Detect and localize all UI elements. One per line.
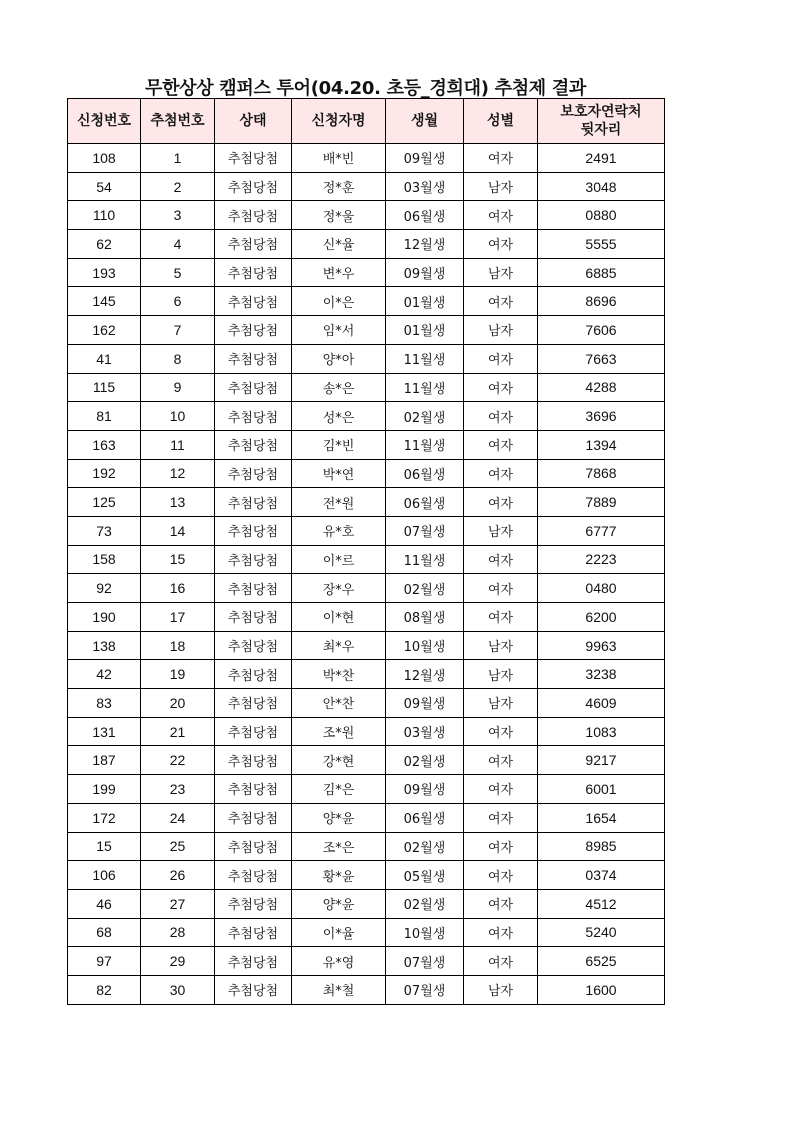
cell-guardian-contact: 6200 — [538, 603, 665, 632]
cell-birth-month: 09월생 — [386, 775, 464, 804]
cell-applicant-name: 이*현 — [292, 603, 386, 632]
cell-birth-month: 11월생 — [386, 373, 464, 402]
cell-guardian-contact: 5555 — [538, 230, 665, 259]
cell-status: 추첨당첨 — [215, 258, 292, 287]
cell-applicant-name: 성*은 — [292, 402, 386, 431]
table-row — [68, 230, 665, 259]
header-birth-month: 생월 — [386, 99, 464, 144]
cell-birth-month: 11월생 — [386, 344, 464, 373]
table-row — [68, 545, 665, 574]
cell-birth-month: 11월생 — [386, 545, 464, 574]
cell-guardian-contact: 7868 — [538, 459, 665, 488]
cell-application-number: 108 — [68, 144, 141, 173]
table-row — [68, 316, 665, 345]
table-row — [68, 488, 665, 517]
cell-status: 추첨당첨 — [215, 947, 292, 976]
cell-birth-month: 02월생 — [386, 574, 464, 603]
cell-gender: 여자 — [464, 459, 538, 488]
cell-applicant-name: 조*은 — [292, 832, 386, 861]
cell-guardian-contact: 3696 — [538, 402, 665, 431]
cell-applicant-name: 양*윤 — [292, 803, 386, 832]
cell-birth-month: 06월생 — [386, 459, 464, 488]
cell-applicant-name: 황*윤 — [292, 861, 386, 890]
cell-status: 추첨당첨 — [215, 660, 292, 689]
cell-draw-number: 13 — [141, 488, 215, 517]
cell-draw-number: 18 — [141, 631, 215, 660]
cell-draw-number: 21 — [141, 717, 215, 746]
table-row — [68, 172, 665, 201]
cell-application-number: 125 — [68, 488, 141, 517]
cell-draw-number: 28 — [141, 918, 215, 947]
cell-guardian-contact: 7889 — [538, 488, 665, 517]
cell-applicant-name: 전*원 — [292, 488, 386, 517]
cell-applicant-name: 최*우 — [292, 631, 386, 660]
cell-guardian-contact: 4512 — [538, 889, 665, 918]
cell-draw-number: 29 — [141, 947, 215, 976]
cell-guardian-contact: 0480 — [538, 574, 665, 603]
cell-applicant-name: 김*빈 — [292, 430, 386, 459]
cell-guardian-contact: 1600 — [538, 975, 665, 1004]
cell-gender: 남자 — [464, 631, 538, 660]
cell-application-number: 54 — [68, 172, 141, 201]
cell-draw-number: 19 — [141, 660, 215, 689]
cell-birth-month: 10월생 — [386, 918, 464, 947]
cell-gender: 남자 — [464, 975, 538, 1004]
cell-draw-number: 25 — [141, 832, 215, 861]
cell-application-number: 172 — [68, 803, 141, 832]
cell-status: 추첨당첨 — [215, 172, 292, 201]
cell-gender: 여자 — [464, 947, 538, 976]
table-row — [68, 574, 665, 603]
cell-gender: 여자 — [464, 144, 538, 173]
cell-birth-month: 02월생 — [386, 746, 464, 775]
cell-birth-month: 09월생 — [386, 144, 464, 173]
cell-status: 추첨당첨 — [215, 574, 292, 603]
cell-birth-month: 11월생 — [386, 430, 464, 459]
cell-applicant-name: 최*철 — [292, 975, 386, 1004]
cell-birth-month: 12월생 — [386, 230, 464, 259]
cell-draw-number: 20 — [141, 689, 215, 718]
cell-status: 추첨당첨 — [215, 746, 292, 775]
cell-status: 추첨당첨 — [215, 545, 292, 574]
cell-draw-number: 27 — [141, 889, 215, 918]
cell-guardian-contact: 6777 — [538, 516, 665, 545]
cell-status: 추첨당첨 — [215, 889, 292, 918]
cell-application-number: 163 — [68, 430, 141, 459]
cell-application-number: 92 — [68, 574, 141, 603]
cell-application-number: 15 — [68, 832, 141, 861]
cell-draw-number: 4 — [141, 230, 215, 259]
cell-status: 추첨당첨 — [215, 975, 292, 1004]
cell-birth-month: 08월생 — [386, 603, 464, 632]
cell-draw-number: 24 — [141, 803, 215, 832]
cell-gender: 여자 — [464, 832, 538, 861]
table-header-row — [68, 99, 665, 144]
cell-status: 추첨당첨 — [215, 344, 292, 373]
cell-application-number: 41 — [68, 344, 141, 373]
cell-status: 추첨당첨 — [215, 689, 292, 718]
page-title: 무한상상 캠퍼스 투어(04.20. 초등_경희대) 추첨제 결과 — [144, 78, 587, 99]
cell-status: 추첨당첨 — [215, 775, 292, 804]
cell-gender: 여자 — [464, 402, 538, 431]
cell-applicant-name: 조*원 — [292, 717, 386, 746]
cell-status: 추첨당첨 — [215, 316, 292, 345]
header-draw-number: 추첨번호 — [141, 99, 215, 144]
table-row — [68, 402, 665, 431]
cell-applicant-name: 양*윤 — [292, 889, 386, 918]
cell-status: 추첨당첨 — [215, 230, 292, 259]
table-row — [68, 889, 665, 918]
cell-guardian-contact: 0880 — [538, 201, 665, 230]
cell-guardian-contact: 9217 — [538, 746, 665, 775]
cell-applicant-name: 정*울 — [292, 201, 386, 230]
cell-draw-number: 16 — [141, 574, 215, 603]
cell-draw-number: 10 — [141, 402, 215, 431]
cell-draw-number: 15 — [141, 545, 215, 574]
cell-birth-month: 02월생 — [386, 889, 464, 918]
cell-status: 추첨당첨 — [215, 918, 292, 947]
cell-birth-month: 03월생 — [386, 717, 464, 746]
table-row — [68, 287, 665, 316]
cell-application-number: 110 — [68, 201, 141, 230]
cell-gender: 여자 — [464, 603, 538, 632]
cell-applicant-name: 정*훈 — [292, 172, 386, 201]
cell-application-number: 83 — [68, 689, 141, 718]
cell-application-number: 138 — [68, 631, 141, 660]
table-row — [68, 144, 665, 173]
cell-gender: 여자 — [464, 430, 538, 459]
cell-gender: 여자 — [464, 775, 538, 804]
table-row — [68, 746, 665, 775]
cell-draw-number: 30 — [141, 975, 215, 1004]
cell-draw-number: 23 — [141, 775, 215, 804]
cell-application-number: 106 — [68, 861, 141, 890]
cell-application-number: 81 — [68, 402, 141, 431]
cell-application-number: 131 — [68, 717, 141, 746]
cell-gender: 여자 — [464, 545, 538, 574]
cell-application-number: 190 — [68, 603, 141, 632]
cell-gender: 남자 — [464, 316, 538, 345]
cell-draw-number: 17 — [141, 603, 215, 632]
cell-application-number: 199 — [68, 775, 141, 804]
cell-status: 추첨당첨 — [215, 402, 292, 431]
cell-guardian-contact: 4288 — [538, 373, 665, 402]
cell-birth-month: 12월생 — [386, 660, 464, 689]
table-row — [68, 430, 665, 459]
cell-guardian-contact: 5240 — [538, 918, 665, 947]
cell-application-number: 192 — [68, 459, 141, 488]
table-body — [68, 144, 665, 1005]
cell-status: 추첨당첨 — [215, 803, 292, 832]
cell-application-number: 162 — [68, 316, 141, 345]
table-row — [68, 803, 665, 832]
table-row — [68, 603, 665, 632]
cell-gender: 여자 — [464, 230, 538, 259]
cell-status: 추첨당첨 — [215, 430, 292, 459]
header-gender: 성별 — [464, 99, 538, 144]
cell-draw-number: 22 — [141, 746, 215, 775]
cell-draw-number: 1 — [141, 144, 215, 173]
cell-status: 추첨당첨 — [215, 488, 292, 517]
cell-status: 추첨당첨 — [215, 516, 292, 545]
table-row — [68, 660, 665, 689]
cell-gender: 남자 — [464, 172, 538, 201]
cell-draw-number: 6 — [141, 287, 215, 316]
cell-application-number: 62 — [68, 230, 141, 259]
cell-status: 추첨당첨 — [215, 459, 292, 488]
cell-gender: 여자 — [464, 574, 538, 603]
cell-application-number: 73 — [68, 516, 141, 545]
cell-guardian-contact: 8985 — [538, 832, 665, 861]
cell-draw-number: 14 — [141, 516, 215, 545]
table-row — [68, 947, 665, 976]
cell-guardian-contact: 2223 — [538, 545, 665, 574]
cell-applicant-name: 유*영 — [292, 947, 386, 976]
cell-birth-month: 01월생 — [386, 316, 464, 345]
table-row — [68, 258, 665, 287]
cell-applicant-name: 이*율 — [292, 918, 386, 947]
cell-birth-month: 01월생 — [386, 287, 464, 316]
cell-applicant-name: 강*현 — [292, 746, 386, 775]
cell-guardian-contact: 1394 — [538, 430, 665, 459]
cell-application-number: 82 — [68, 975, 141, 1004]
cell-gender: 여자 — [464, 889, 538, 918]
cell-guardian-contact: 3238 — [538, 660, 665, 689]
cell-gender: 남자 — [464, 660, 538, 689]
cell-applicant-name: 유*호 — [292, 516, 386, 545]
cell-guardian-contact: 2491 — [538, 144, 665, 173]
cell-draw-number: 9 — [141, 373, 215, 402]
cell-gender: 여자 — [464, 861, 538, 890]
cell-birth-month: 05월생 — [386, 861, 464, 890]
cell-birth-month: 06월생 — [386, 201, 464, 230]
cell-applicant-name: 이*르 — [292, 545, 386, 574]
cell-draw-number: 5 — [141, 258, 215, 287]
cell-birth-month: 06월생 — [386, 803, 464, 832]
header-applicant-name: 신청자명 — [292, 99, 386, 144]
table-row — [68, 459, 665, 488]
cell-gender: 남자 — [464, 258, 538, 287]
cell-birth-month: 02월생 — [386, 402, 464, 431]
cell-status: 추첨당첨 — [215, 861, 292, 890]
cell-applicant-name: 신*율 — [292, 230, 386, 259]
cell-draw-number: 2 — [141, 172, 215, 201]
cell-applicant-name: 송*은 — [292, 373, 386, 402]
cell-status: 추첨당첨 — [215, 631, 292, 660]
cell-draw-number: 26 — [141, 861, 215, 890]
cell-guardian-contact: 6885 — [538, 258, 665, 287]
cell-applicant-name: 변*우 — [292, 258, 386, 287]
cell-gender: 여자 — [464, 746, 538, 775]
cell-application-number: 97 — [68, 947, 141, 976]
cell-status: 추첨당첨 — [215, 201, 292, 230]
cell-draw-number: 12 — [141, 459, 215, 488]
cell-birth-month: 07월생 — [386, 975, 464, 1004]
table-row — [68, 516, 665, 545]
cell-birth-month: 10월생 — [386, 631, 464, 660]
cell-guardian-contact: 4609 — [538, 689, 665, 718]
table-row — [68, 344, 665, 373]
cell-gender: 여자 — [464, 201, 538, 230]
cell-birth-month: 03월생 — [386, 172, 464, 201]
cell-application-number: 115 — [68, 373, 141, 402]
table-row — [68, 918, 665, 947]
cell-application-number: 46 — [68, 889, 141, 918]
cell-gender: 여자 — [464, 918, 538, 947]
cell-birth-month: 06월생 — [386, 488, 464, 517]
cell-draw-number: 8 — [141, 344, 215, 373]
cell-applicant-name: 임*서 — [292, 316, 386, 345]
cell-application-number: 42 — [68, 660, 141, 689]
cell-applicant-name: 박*찬 — [292, 660, 386, 689]
cell-applicant-name: 박*연 — [292, 459, 386, 488]
cell-draw-number: 7 — [141, 316, 215, 345]
cell-birth-month: 07월생 — [386, 516, 464, 545]
cell-birth-month: 09월생 — [386, 689, 464, 718]
cell-application-number: 187 — [68, 746, 141, 775]
cell-guardian-contact: 7606 — [538, 316, 665, 345]
cell-gender: 여자 — [464, 488, 538, 517]
cell-application-number: 145 — [68, 287, 141, 316]
lottery-results-table — [67, 98, 665, 1005]
cell-status: 추첨당첨 — [215, 144, 292, 173]
cell-applicant-name: 김*은 — [292, 775, 386, 804]
cell-gender: 여자 — [464, 717, 538, 746]
table-row — [68, 631, 665, 660]
cell-guardian-contact: 8696 — [538, 287, 665, 316]
cell-guardian-contact: 7663 — [538, 344, 665, 373]
cell-status: 추첨당첨 — [215, 717, 292, 746]
cell-application-number: 193 — [68, 258, 141, 287]
cell-applicant-name: 이*은 — [292, 287, 386, 316]
cell-status: 추첨당첨 — [215, 832, 292, 861]
cell-application-number: 68 — [68, 918, 141, 947]
cell-applicant-name: 장*우 — [292, 574, 386, 603]
cell-gender: 여자 — [464, 373, 538, 402]
table-row — [68, 717, 665, 746]
table-row — [68, 832, 665, 861]
table-row — [68, 975, 665, 1004]
cell-applicant-name: 배*빈 — [292, 144, 386, 173]
cell-gender: 여자 — [464, 803, 538, 832]
cell-status: 추첨당첨 — [215, 287, 292, 316]
cell-status: 추첨당첨 — [215, 603, 292, 632]
cell-gender: 여자 — [464, 344, 538, 373]
cell-guardian-contact: 0374 — [538, 861, 665, 890]
cell-guardian-contact: 9963 — [538, 631, 665, 660]
cell-applicant-name: 안*찬 — [292, 689, 386, 718]
table-row — [68, 201, 665, 230]
cell-application-number: 158 — [68, 545, 141, 574]
cell-applicant-name: 양*아 — [292, 344, 386, 373]
table-row — [68, 689, 665, 718]
cell-birth-month: 02월생 — [386, 832, 464, 861]
cell-birth-month: 09월생 — [386, 258, 464, 287]
cell-guardian-contact: 3048 — [538, 172, 665, 201]
cell-birth-month: 07월생 — [386, 947, 464, 976]
header-status: 상태 — [215, 99, 292, 144]
cell-gender: 여자 — [464, 287, 538, 316]
table-row — [68, 861, 665, 890]
table-row — [68, 373, 665, 402]
cell-draw-number: 3 — [141, 201, 215, 230]
cell-gender: 남자 — [464, 689, 538, 718]
cell-guardian-contact: 6525 — [538, 947, 665, 976]
cell-status: 추첨당첨 — [215, 373, 292, 402]
cell-draw-number: 11 — [141, 430, 215, 459]
cell-guardian-contact: 1083 — [538, 717, 665, 746]
cell-gender: 남자 — [464, 516, 538, 545]
table-row — [68, 775, 665, 804]
cell-guardian-contact: 1654 — [538, 803, 665, 832]
header-guardian-contact: 보호자연락처 뒷자리 — [538, 99, 665, 144]
header-application-number: 신청번호 — [68, 99, 141, 144]
cell-guardian-contact: 6001 — [538, 775, 665, 804]
